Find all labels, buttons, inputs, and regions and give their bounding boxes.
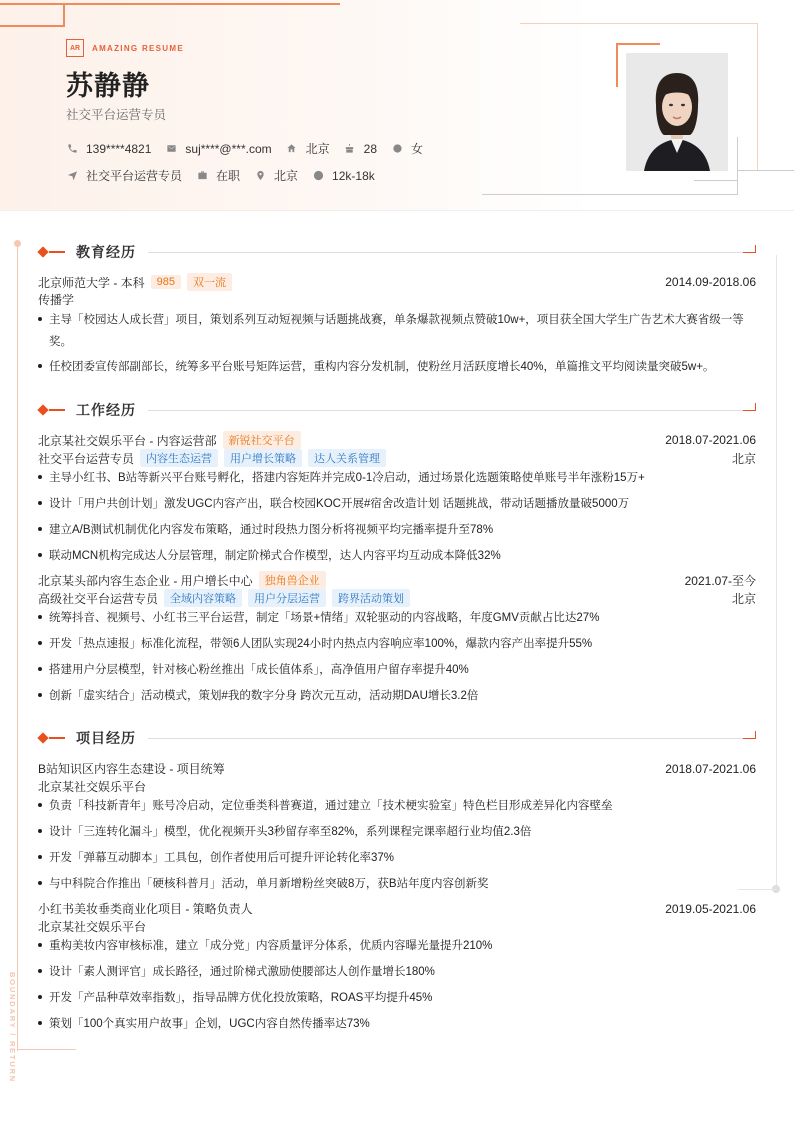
briefcase-icon bbox=[196, 170, 208, 182]
decorative-line bbox=[17, 1049, 76, 1050]
role-name: 社交平台运营专员 bbox=[38, 451, 135, 466]
job-bullet: 搭建用户分层模型，针对核心粉丝推出「成长值体系」，高净值用户留存率提升40% bbox=[38, 659, 756, 681]
status-text: 在职 bbox=[216, 169, 241, 183]
job-date: 2018.07-2021.06 bbox=[665, 433, 756, 447]
email-text: suj****@***.com bbox=[185, 141, 272, 156]
decorative-line bbox=[737, 137, 738, 195]
dash-decoration bbox=[49, 737, 65, 739]
job-company-line bbox=[38, 571, 756, 589]
job-bullet: 创新「虚实结合」活动模式，策划#我的数字分身 跨次元互动，活动期DAU增长3.2倍 bbox=[38, 685, 756, 707]
gender-text: 女 bbox=[411, 142, 424, 156]
project-org-line bbox=[38, 918, 756, 935]
decorative-line bbox=[63, 3, 65, 27]
education-major-line bbox=[38, 291, 756, 308]
send-icon bbox=[66, 170, 78, 182]
project-org: 北京某社交娱乐平台 bbox=[38, 780, 147, 794]
section-header-work bbox=[37, 400, 756, 420]
decorative-line bbox=[0, 3, 340, 5]
company-tag: 新锐社交平台 bbox=[223, 431, 301, 449]
project-date: 2018.07-2021.06 bbox=[665, 761, 756, 776]
timeline-dot bbox=[14, 240, 21, 247]
job-bullet: 主导小红书、B站等新兴平台账号孵化，搭建内容矩阵并完成0-1冷启动，通过场景化选题策略使单账号半年涨粉15万+ bbox=[38, 467, 756, 489]
corner-decoration bbox=[743, 403, 756, 411]
mail-icon bbox=[165, 143, 177, 155]
logo-mark: AR bbox=[66, 39, 84, 57]
project-bullet: 策划「100个真实用户故事」企划，UGC内容自然传播率达73% bbox=[38, 1013, 756, 1035]
decorative-line bbox=[482, 194, 737, 195]
gender-info bbox=[391, 140, 423, 157]
diamond-icon bbox=[37, 246, 48, 257]
skill-tag: 全域内容策略 bbox=[164, 589, 242, 607]
candidate-title: 社交平台运营专员 bbox=[66, 108, 167, 122]
dash-decoration bbox=[49, 409, 65, 411]
money-icon bbox=[312, 170, 324, 182]
location-pin-icon bbox=[254, 170, 266, 182]
school-tag: 985 bbox=[151, 275, 181, 289]
corner-decoration bbox=[743, 245, 756, 253]
skill-tag: 达人关系管理 bbox=[308, 449, 386, 467]
education-bullet: 主导「校园达人成长营」项目，策划系列互动短视频与话题挑战赛，单条爆款视频点赞破10w+，项目获全国大学生广告艺术大赛省级一等奖。 bbox=[38, 309, 756, 353]
job-bullet: 建立A/B测试机制优化内容发布策略，通过时段热力图分析将视频平均完播率提升至78% bbox=[38, 519, 756, 541]
skill-tag: 内容生态运营 bbox=[140, 449, 218, 467]
right-decorative-rail bbox=[776, 255, 777, 888]
project-name: 小红书美妆垂类商业化项目 - 策略负责人 bbox=[38, 902, 253, 916]
job-company-line bbox=[38, 431, 756, 449]
section-header-projects bbox=[37, 728, 756, 748]
target-job-text: 社交平台运营专员 bbox=[86, 169, 183, 183]
section-title: 项目经历 bbox=[76, 730, 136, 746]
project-title-line bbox=[38, 760, 756, 777]
left-timeline-rail bbox=[17, 243, 18, 1051]
major-text: 传播学 bbox=[38, 293, 75, 307]
job-city: 北京 bbox=[731, 591, 756, 606]
gender-icon bbox=[391, 143, 403, 155]
status-info bbox=[196, 167, 240, 184]
job-bullet: 统筹抖音、视频号、小红书三平台运营，制定「场景+情绪」双轮驱动的内容战略，年度GMV贡献占比达27% bbox=[38, 607, 756, 629]
resume-header bbox=[0, 0, 794, 211]
contact-info-row bbox=[66, 140, 437, 157]
project-bullet: 设计「三连转化漏斗」模型，优化视频开头3秒留存率至82%，系列课程完课率超行业均值2.3倍 bbox=[38, 821, 756, 843]
project-bullet: 与中科院合作推出「硬核科普月」活动，单月新增粉丝突破8万，获B站年度内容创新奖 bbox=[38, 873, 756, 895]
decorative-line bbox=[0, 25, 65, 27]
diamond-icon bbox=[37, 732, 48, 743]
project-bullet: 设计「素人测评官」成长路径，通过阶梯式激励使腰部达人创作量增长180% bbox=[38, 961, 756, 983]
logo-text: AMAZING RESUME bbox=[92, 43, 184, 53]
decorative-line bbox=[738, 170, 794, 171]
portrait-illustration bbox=[626, 53, 728, 171]
phone-icon bbox=[66, 143, 78, 155]
section-divider bbox=[148, 738, 743, 739]
education-bullet: 任校团委宣传部副部长，统筹多平台账号矩阵运营，重构内容分发机制，使粉丝月活跃度增长40%，单篇推文平均阅读量突破5w+。 bbox=[38, 356, 756, 378]
cake-icon bbox=[344, 143, 356, 155]
section-divider bbox=[148, 252, 743, 253]
age-info bbox=[344, 142, 377, 156]
home-info bbox=[286, 140, 330, 157]
salary-info bbox=[312, 169, 375, 183]
project-bullet: 开发「弹幕互动脚本」工具包，创作者使用后可提升评论转化率37% bbox=[38, 847, 756, 869]
project-org-line bbox=[38, 778, 756, 795]
target-city-text: 北京 bbox=[274, 169, 299, 183]
home-icon bbox=[286, 143, 298, 155]
job-info-row bbox=[66, 167, 389, 184]
skill-tag: 跨界活动策划 bbox=[332, 589, 410, 607]
job-bullet: 开发「热点速报」标准化流程，带领6人团队实现24小时内热点内容响应率100%，爆款内容产出率提升55% bbox=[38, 633, 756, 655]
brand-logo bbox=[66, 39, 184, 57]
home-city-text: 北京 bbox=[305, 142, 330, 156]
corner-decoration bbox=[743, 731, 756, 739]
section-title: 工作经历 bbox=[76, 402, 136, 418]
phone-info bbox=[66, 142, 151, 156]
education-school-line bbox=[38, 273, 756, 291]
project-org: 北京某社交娱乐平台 bbox=[38, 920, 147, 934]
project-date: 2019.05-2021.06 bbox=[665, 901, 756, 916]
job-city: 北京 bbox=[731, 451, 756, 466]
project-bullet: 重构美妆内容审核标准，建立「成分党」内容质量评分体系，优质内容曝光量提升210% bbox=[38, 935, 756, 957]
skill-tag: 用户增长策略 bbox=[224, 449, 302, 467]
job-role-line bbox=[38, 589, 756, 607]
company-tag: 独角兽企业 bbox=[259, 571, 326, 589]
company-name: 北京某社交娱乐平台 - 内容运营部 bbox=[38, 433, 217, 448]
section-header-education bbox=[37, 242, 756, 262]
phone-text: 139****4821 bbox=[86, 141, 152, 156]
school-name: 北京师范大学 - 本科 bbox=[38, 275, 145, 290]
email-info bbox=[165, 142, 271, 156]
project-bullet: 开发「产品种草效率指数」，指导品牌方优化投放策略，ROAS平均提升45% bbox=[38, 987, 756, 1009]
profile-photo bbox=[626, 53, 728, 171]
job-bullet: 联动MCN机构完成达人分层管理，制定阶梯式合作模型，达人内容平均互动成本降低32% bbox=[38, 545, 756, 567]
salary-text: 12k-18k bbox=[332, 168, 375, 183]
company-name: 北京某头部内容生态企业 - 用户增长中心 bbox=[38, 573, 253, 588]
school-tag: 双一流 bbox=[187, 273, 232, 291]
skill-tag: 用户分层运营 bbox=[248, 589, 326, 607]
side-vertical-text: BOUNDARY / RETURN bbox=[8, 972, 17, 1084]
job-role-line bbox=[38, 449, 756, 467]
diamond-icon bbox=[37, 404, 48, 415]
job-date: 2021.07-至今 bbox=[684, 573, 756, 588]
dash-decoration bbox=[49, 251, 65, 253]
section-divider bbox=[148, 410, 743, 411]
job-bullet: 设计「用户共创计划」激发UGC内容产出，联合校园KOC开展#宿舍改造计划 话题挑战，带动话题播放量破5000万 bbox=[38, 493, 756, 515]
project-bullet: 负责「科技新青年」账号冷启动，定位垂类科普赛道，通过建立「技术梗实验室」特色栏目形成差异化内容壁垒 bbox=[38, 795, 756, 817]
candidate-name: 苏静静 bbox=[66, 71, 150, 101]
age-text: 28 bbox=[363, 141, 377, 156]
role-name: 高级社交平台运营专员 bbox=[38, 591, 159, 606]
target-job-info bbox=[66, 167, 182, 184]
decorative-line bbox=[694, 180, 738, 181]
project-title-line bbox=[38, 900, 756, 917]
education-date: 2014.09-2018.06 bbox=[665, 275, 756, 289]
section-title: 教育经历 bbox=[76, 244, 136, 260]
project-name: B站知识区内容生态建设 - 项目统筹 bbox=[38, 762, 225, 776]
target-city-info bbox=[254, 167, 298, 184]
